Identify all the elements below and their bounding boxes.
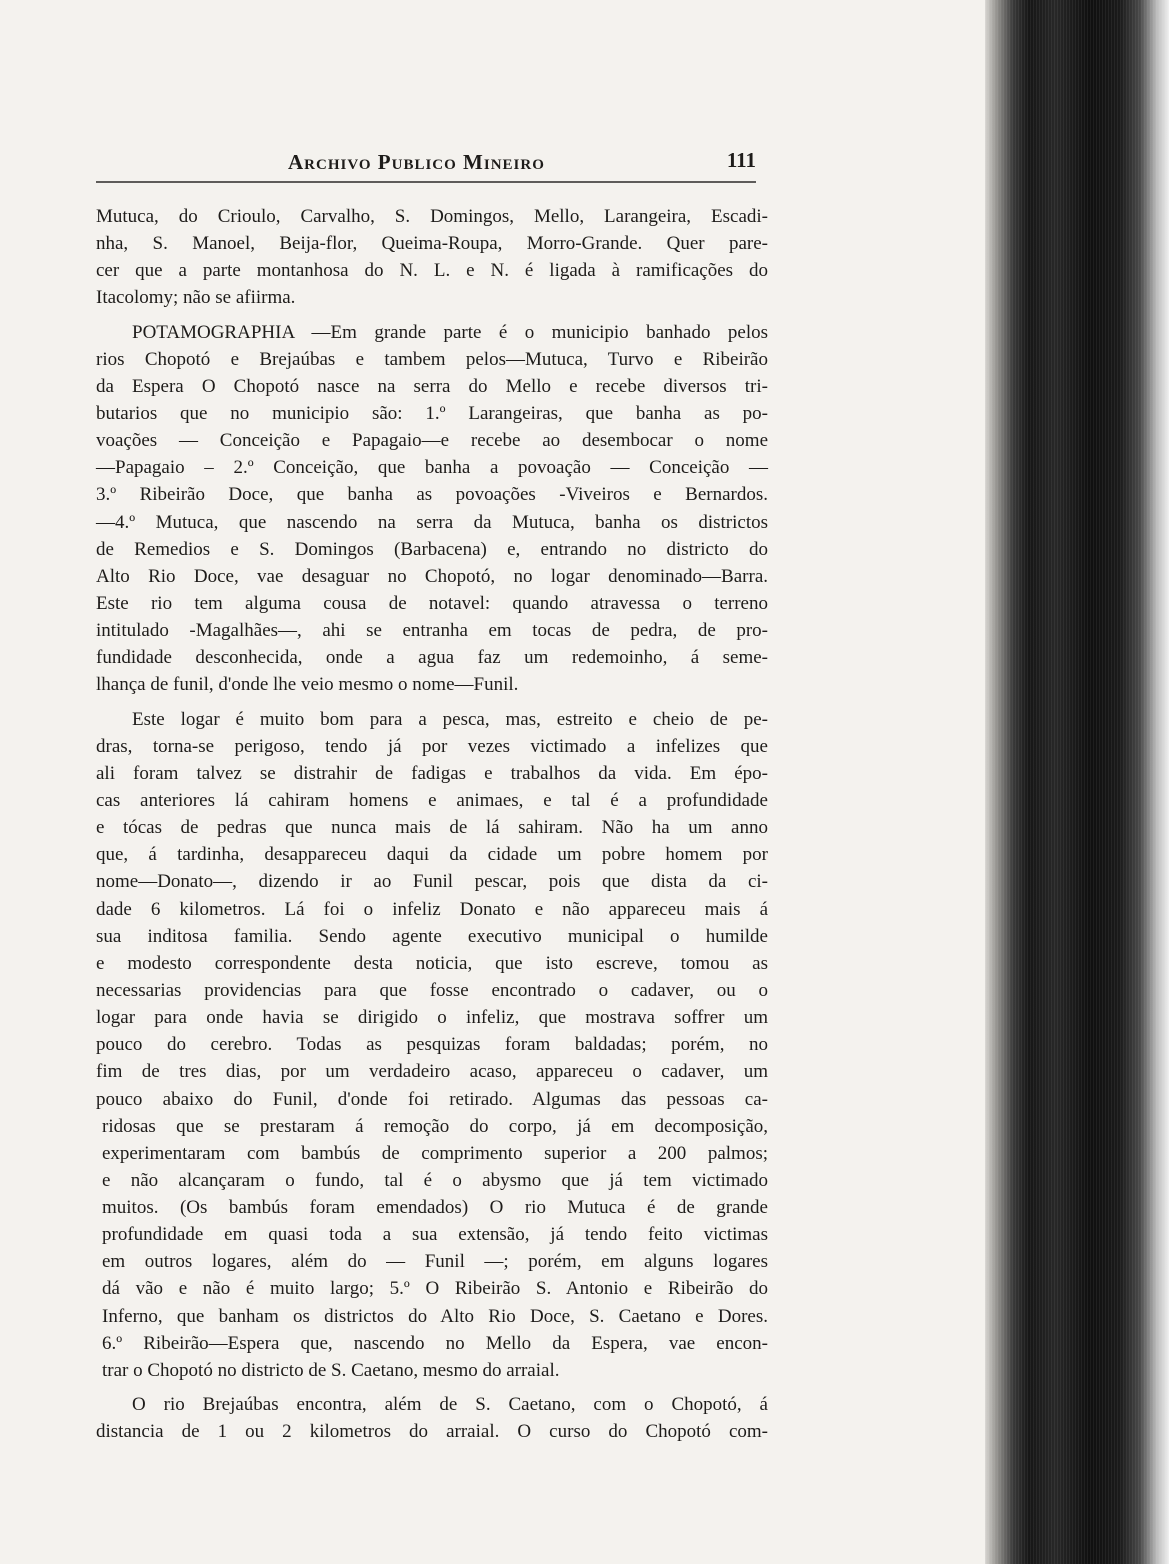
text-line: Este rio tem alguma cousa de notavel: quando atravessa o terreno (96, 592, 768, 614)
text-line: pouco do cerebro. Todas as pesquizas foram baldadas; porém, no (96, 1034, 768, 1056)
text-line: e não alcançaram o fundo, tal é o abysmo que já tem victimado (102, 1169, 768, 1191)
text-line: POTAMOGRAPHIA —Em grande parte é o municipio banhado pelos (132, 321, 768, 343)
text-line: da Espera O Chopotó nasce na serra do Mello e recebe diversos tri- (96, 375, 768, 397)
running-title: Archivo Publico Mineiro (288, 150, 545, 174)
text-line: Mutuca, do Crioulo, Carvalho, S. Domingos, Mello, Larangeira, Escadi- (96, 206, 768, 227)
body-text (96, 203, 768, 1452)
text-line: e modesto correspondente desta noticia, que isto escreve, tomou as (96, 952, 768, 974)
text-line: Inferno, que banham os districtos do Alto Rio Doce, S. Caetano e Dores. (102, 1305, 768, 1327)
running-head (96, 148, 756, 180)
paragraph-potamographia (96, 319, 768, 699)
text-line: em outros logares, além do — Funil —; porém, em alguns logares (102, 1251, 768, 1273)
text-line: dras, torna-se perigoso, tendo já por vezes victimado a infelizes que (96, 735, 768, 757)
text-line: distancia de 1 ou 2 kilometros do arraial. O curso do Chopotó com- (96, 1421, 768, 1443)
text-line: voações — Conceição e Papagaio—e recebe ao desembocar o nome (96, 430, 768, 452)
text-line: Itacolomy; não se afiirma. (96, 287, 296, 309)
text-line: que, á tardinha, desappareceu daqui da cidade um pobre homem por (96, 844, 768, 866)
text-line: intitulado -Magalhães—, ahi se entranha em tocas de pedra, de pro- (96, 620, 768, 642)
book-binding-edge (985, 0, 1169, 1564)
text-line: 3.º Ribeirão Doce, que banha as povoações -Viveiros e Bernardos. (96, 484, 768, 506)
text-line: rios Chopotó e Brejaúbas e tambem pelos—Mutuca, Turvo e Ribeirão (96, 348, 768, 370)
text-line: ali foram talvez se distrahir de fadigas e trabalhos da vida. Em épo- (96, 762, 768, 784)
text-line: butarios que no municipio são: 1.º Larangeiras, que banha as po- (96, 402, 768, 424)
text-line: Alto Rio Doce, vae desaguar no Chopotó, no logar denominado—Barra. (96, 565, 768, 587)
paragraph-mountains (96, 203, 768, 312)
text-line: e tócas de pedras que nunca mais de lá sahiram. Não ha um anno (96, 817, 768, 839)
text-line: sua inditosa familia. Sendo agente executivo municipal o humilde (96, 925, 768, 947)
text-line: —Papagaio – 2.º Conceição, que banha a povoação — Conceição — (96, 457, 768, 479)
text-line: muitos. (Os bambús foram emendados) O rio Mutuca é de grande (102, 1197, 768, 1219)
text-line: de Remedios e S. Domingos (Barbacena) e, entrando no districto do (96, 538, 768, 560)
text-line: lhança de funil, d'onde lhe veio mesmo o nome—Funil. (96, 674, 519, 696)
text-line: fundidade desconhecida, onde a agua faz um redemoinho, á seme- (96, 647, 768, 669)
text-line: necessarias providencias para que fosse encontrado o cadaver, ou o (96, 979, 768, 1001)
text-line: dade 6 kilometros. Lá foi o infeliz Donato e não appareceu mais á (96, 898, 768, 920)
page-number: 111 (726, 148, 756, 172)
text-line: nha, S. Manoel, Beija-flor, Queima-Roupa, Morro-Grande. Quer pare- (96, 233, 768, 255)
text-line: trar o Chopotó no districto de S. Caetano, mesmo do arraial. (102, 1359, 560, 1381)
text-line: dá vão e não é muito largo; 5.º O Ribeirão S. Antonio e Ribeirão do (102, 1278, 768, 1300)
text-line: nome—Donato—, dizendo ir ao Funil pescar, pois que dista da ci- (96, 871, 768, 893)
text-line: pouco abaixo do Funil, d'onde foi retirado. Algumas das pessoas ca- (96, 1088, 768, 1110)
text-line: profundidade em quasi toda a sua extensão, já tendo feito victimas (102, 1224, 768, 1246)
text-line: 6.º Ribeirão—Espera que, nascendo no Mello da Espera, vae encon- (102, 1332, 768, 1354)
text-line: cas anteriores lá cahiram homens e animaes, e tal é a profundidade (96, 789, 768, 811)
text-line: Este logar é muito bom para a pesca, mas, estreito e cheio de pe- (132, 708, 768, 730)
header-rule (96, 181, 756, 183)
text-line: experimentaram com bambús de comprimento superior a 200 palmos; (102, 1142, 768, 1164)
text-line: ridosas que se prestaram á remoção do corpo, já em decomposição, (102, 1115, 768, 1137)
text-line: cer que a parte montanhosa do N. L. e N. é ligada à ramificações do (96, 260, 768, 282)
text-line: fim de tres dias, por um verdadeiro acaso, appareceu o cadaver, um (96, 1061, 768, 1083)
paragraph-brejaubas (96, 1391, 768, 1445)
text-line: O rio Brejaúbas encontra, além de S. Caetano, com o Chopotó, á (132, 1394, 768, 1416)
text-line: logar para onde havia se dirigido o infeliz, que mostrava soffrer um (96, 1007, 768, 1029)
paragraph-funil (96, 706, 768, 1385)
text-line: —4.º Mutuca, que nascendo na serra da Mutuca, banha os districtos (96, 511, 768, 533)
